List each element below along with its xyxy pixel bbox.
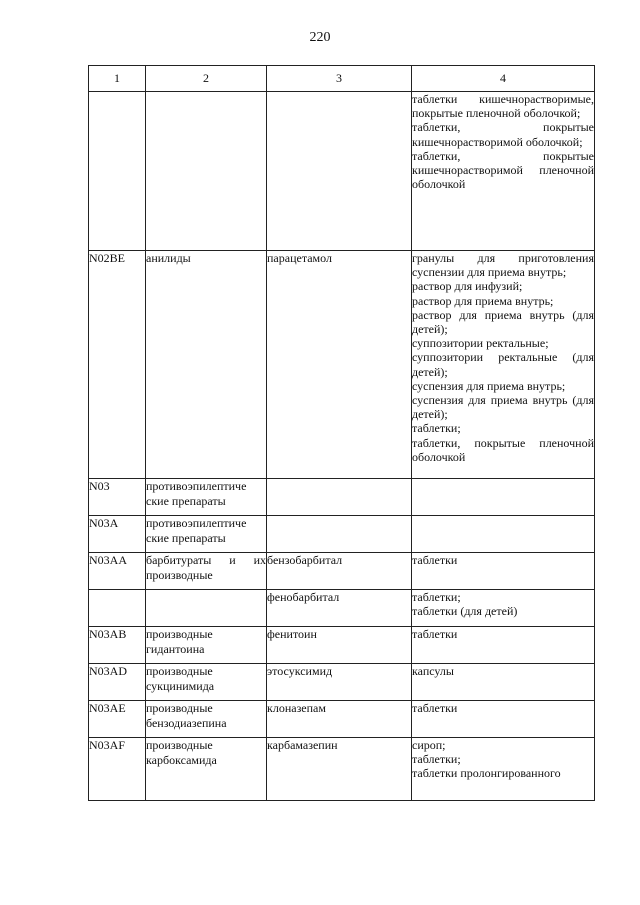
column-header-2: 2 (146, 66, 267, 92)
atc-code-cell (89, 590, 146, 627)
dosage-form-line: раствор для инфузий; (412, 279, 523, 294)
dosage-forms-cell (412, 664, 595, 701)
dosage-form-line: таблетки, покрытые пленочной оболочкой (412, 435, 594, 464)
atc-code-cell: N03A (89, 516, 146, 553)
dosage-form-line: таблетки кишечнорастворимые, покрытые пленочной оболочкой; (412, 92, 594, 121)
dosage-form-line: таблетки, покрытые кишечнорастворимой пленочной оболочкой (412, 148, 594, 192)
dosage-form-line: суппозитории ректальные; (412, 336, 549, 351)
table-row (89, 664, 595, 701)
page-number: 220 (309, 30, 331, 45)
atc-code-cell: N03AB (89, 627, 146, 664)
dosage-forms-cell (412, 590, 595, 627)
dosage-form-line: таблетки; (412, 421, 461, 436)
dosage-form-line: сироп; (412, 738, 446, 752)
table-row (89, 516, 595, 553)
atc-code-cell: N03 (89, 479, 146, 516)
dosage-form-line: таблетки, покрытые кишечнорастворимой оболочкой; (412, 120, 594, 149)
table-row (89, 92, 595, 251)
table-row (89, 590, 595, 627)
dosage-form-line: таблетки (для детей) (412, 604, 518, 619)
drug-name-cell: этосуксимид (267, 664, 412, 701)
dosage-form-line: таблетки пролонгированного (412, 766, 561, 781)
dosage-form-line: гранулы для приготовления суспензии для приема внутрь; (412, 251, 594, 280)
dosage-form-line: раствор для приема внутрь (для детей); (412, 307, 594, 337)
atc-code-cell: N03AD (89, 664, 146, 701)
dosage-form-line: суспензия для приема внутрь (для детей); (412, 393, 594, 422)
group-name-cell (146, 92, 267, 251)
atc-code-cell (89, 92, 146, 251)
column-header-1: 1 (89, 66, 146, 92)
drug-name-cell: фенитоин (267, 627, 412, 664)
group-name-cell: производные сукцинимида (146, 664, 267, 701)
group-name-cell: противоэпилептиче ские препараты (146, 516, 267, 553)
dosage-form-line: таблетки; (412, 752, 461, 767)
group-name-cell: противоэпилептиче ские препараты (146, 479, 267, 516)
table-row (89, 251, 595, 479)
dosage-forms-cell (412, 627, 595, 664)
drug-name-cell (267, 479, 412, 516)
group-name-cell (146, 590, 267, 627)
dosage-form-line: раствор для приема внутрь; (412, 293, 554, 308)
dosage-forms-cell (412, 251, 595, 479)
dosage-form-line: суспензия для приема внутрь; (412, 378, 566, 393)
dosage-form-line: таблетки (412, 627, 458, 641)
dosage-forms-cell (412, 479, 595, 516)
drug-name-cell: бензобарбитал (267, 553, 412, 590)
atc-code-cell: N03AA (89, 553, 146, 590)
drug-name-cell: клоназепам (267, 701, 412, 738)
drug-name-cell: парацетамол (267, 251, 412, 479)
atc-code-cell: N03AF (89, 738, 146, 801)
drug-name-cell (267, 92, 412, 251)
group-name-cell: анилиды (146, 251, 267, 479)
dosage-form-line: капсулы (412, 664, 454, 678)
dosage-forms-cell (412, 553, 595, 590)
table-row (89, 479, 595, 516)
drug-name-cell: карбамазепин (267, 738, 412, 801)
column-header-4: 4 (412, 66, 595, 92)
dosage-form-line: таблетки; (412, 590, 461, 604)
drug-table (88, 65, 595, 801)
group-name-cell: производные карбоксамида (146, 738, 267, 801)
group-name-text: барбитураты и их производные (146, 553, 266, 582)
dosage-form-line: суппозитории ректальные (для детей); (412, 350, 594, 379)
table-row (89, 738, 595, 801)
atc-code-cell: N03AE (89, 701, 146, 738)
dosage-forms-cell (412, 738, 595, 801)
group-name-cell: производные гидантоина (146, 627, 267, 664)
table-row (89, 701, 595, 738)
group-name-cell: производные бензодиазепина (146, 701, 267, 738)
table-row (89, 553, 595, 590)
table-row (89, 627, 595, 664)
dosage-form-line: таблетки (412, 553, 458, 567)
drug-name-cell: фенобарбитал (267, 590, 412, 627)
atc-code-cell: N02BE (89, 251, 146, 479)
table-header-row (89, 66, 595, 92)
drug-name-cell (267, 516, 412, 553)
dosage-form-line: таблетки (412, 701, 458, 715)
dosage-forms-cell (412, 516, 595, 553)
dosage-forms-cell (412, 701, 595, 738)
column-header-3: 3 (267, 66, 412, 92)
group-name-cell (146, 553, 267, 590)
dosage-forms-cell (412, 92, 595, 251)
